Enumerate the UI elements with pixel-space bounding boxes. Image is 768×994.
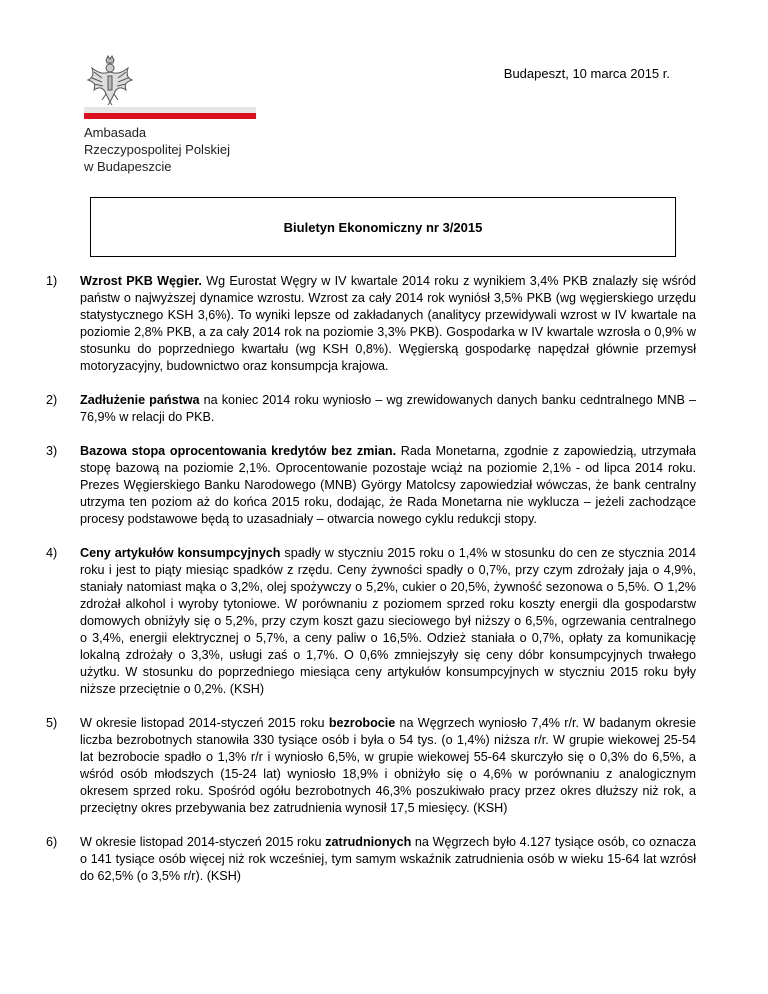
news-item xyxy=(46,273,696,375)
item-lead: bezrobocie xyxy=(328,716,396,730)
embassy-name xyxy=(84,124,230,175)
item-lead: Zadłużenie państwa xyxy=(80,393,200,407)
item-body xyxy=(80,273,696,375)
bulletin-title: Biuletyn Ekonomiczny nr 3/2015 xyxy=(283,219,483,235)
item-text: Wg Eurostat Węgry w IV kwartale 2014 roku z wynikiem 3,4% PKB znalazły się wśród państw o najwyższej dynamice wzrostu. Wzrost za cały 2014 rok wyniósł 3,5% PKB (wg węgierskiego urzędu statystycznego KSH 3,6%). To wyniki lepsze od zakładanych (analitycy przewidywali wzrost w IV kwartale na poziomie 2,8% PKB, a za cały 2014 rok na poziomie 3,3% PKB). Gospodarka w IV kwartale wzrosła o 0,9% w stosunku do poprzedniego kwartału (wg KSH 0,8%). Węgierską gospodarkę napędzał głównie przemysł motoryzacyjny, budownictwo oraz konsumpcja krajowa. xyxy=(80,274,696,373)
item-lead: zatrudnionych xyxy=(325,835,412,849)
item-lead: Wzrost PKB Węgier. xyxy=(80,274,202,288)
news-item xyxy=(46,392,696,426)
item-text: na Węgrzech wyniosło 7,4% r/r. W badanym okresie liczba bezrobotnych stanowiła 330 tysiące osób i była o 54 tys. (o 1,4%) niższa r/r. W grupie wiekowej 25-54 lat bezrobocie spadło o 1,3% r/r i wyniosło 6,5%, w grupie wiekowej 55-64 skurczyło się o 0,3% do 6,5%, a wśród osób młodszych (15-24 lat) wyniosło 18,9% i obniżyło się o 4,6% w porównaniu z analogicznym okresem sprzed roku. Spośród ogółu bezrobotnych 46,3% poszukiwało pracy przez okres dłuższy niż rok, a przeciętny okres przebywania bez zatrudnienia wynosił 17,5 miesięcy. (KSH) xyxy=(80,716,696,815)
item-pre: W okresie listopad 2014-styczeń 2015 roku xyxy=(80,716,329,730)
item-lead: Ceny artykułów konsumpcyjnych xyxy=(80,546,281,560)
header-red-rule xyxy=(84,113,256,119)
item-body xyxy=(80,443,696,528)
news-item xyxy=(46,834,696,885)
item-number: 5) xyxy=(46,716,58,730)
item-body xyxy=(80,392,696,426)
item-body xyxy=(80,715,696,817)
news-item xyxy=(46,443,696,528)
item-text: spadły w styczniu 2015 roku o 1,4% w stosunku do cen ze stycznia 2014 roku i jest to piąty miesiąc spadków z rzędu. Ceny żywności spadły o 0,7%, przy czym zdrożały jaja o 4,9%, staniały natomiast mąka o 3,2%, olej spożywczy o 5,2%, cukier o 20,5%, żywność sezonowa o 5,5%. O 1,2% zdrożał alkohol i wyroby tytoniowe. W porównaniu z poziomem sprzed roku koszty energii dla gospodarstw domowych obniżyły się o 5,2%, przy czym koszt gazu sieciowego był niższy o 6,5%, ogrzewania centralnego o 3,4%, energii elektrycznej o 5,7%, a ceny paliw o 16,5%. Odzież staniała o 0,7%, opłaty za komunikację lokalną zdrożały o 3,3%, usługi zaś o 1,7%. O 0,6% zmniejszyły się ceny dóbr konsumpcyjnych trwałego użytku. W stosunku do poprzedniego miesiąca ceny artykułów konsumpcyjnych w styczniu 2015 roku były niższe przeciętnie o 0,2%. (KSH) xyxy=(80,546,696,696)
bulletin-title-box xyxy=(90,197,676,257)
news-list xyxy=(46,273,696,902)
item-pre: W okresie listopad 2014-styczeń 2015 roku xyxy=(80,835,326,849)
item-text: na Węgrzech było 4.127 tysiące osób, co oznacza o 141 tysiące osób więcej niż rok wcześniej, tym samym wskaźnik zatrudnienia osób w wieku 15-64 lat wzrósł do 62,5% (o 3,5% r/r). (KSH) xyxy=(80,835,696,883)
item-number: 6) xyxy=(46,835,58,849)
news-item xyxy=(46,545,696,698)
eagle-emblem-icon xyxy=(84,54,136,106)
embassy-line: Ambasada xyxy=(84,125,147,140)
item-number: 4) xyxy=(46,546,58,560)
embassy-line: w Budapeszcie xyxy=(84,159,172,174)
item-number: 2) xyxy=(46,393,58,407)
item-number: 1) xyxy=(46,274,58,288)
item-body xyxy=(80,834,696,885)
item-text: Rada Monetarna, zgodnie z zapowiedzią, utrzymała stopę bazową na poziomie 2,1%. Oprocentowanie pozostaje wciąż na poziomie 2,1% - od lipca 2014 roku. Prezes Węgierskiego Banku Narodowego (MNB) György Matolcsy zapowiedział wówczas, że bank centralny utrzyma ten poziom aż do końca 2015 roku, dodając, że Rada Monetarna nie wyklucza – jeżeli zachodzące procesy podstawowe będą to uzasadniały – otwarcia nowego cyklu redukcji stopy. xyxy=(80,444,696,526)
embassy-line: Rzeczypospolitej Polskiej xyxy=(84,142,230,157)
place-date: Budapeszt, 10 marca 2015 r. xyxy=(503,66,670,81)
item-body xyxy=(80,545,696,698)
news-item xyxy=(46,715,696,817)
item-lead: Bazowa stopa oprocentowania kredytów bez zmian. xyxy=(80,444,397,458)
item-number: 3) xyxy=(46,444,58,458)
item-text: na koniec 2014 roku wyniosło – wg zrewidowanych danych banku cedntralnego MNB – 76,9% w relacji do PKB. xyxy=(80,393,696,424)
